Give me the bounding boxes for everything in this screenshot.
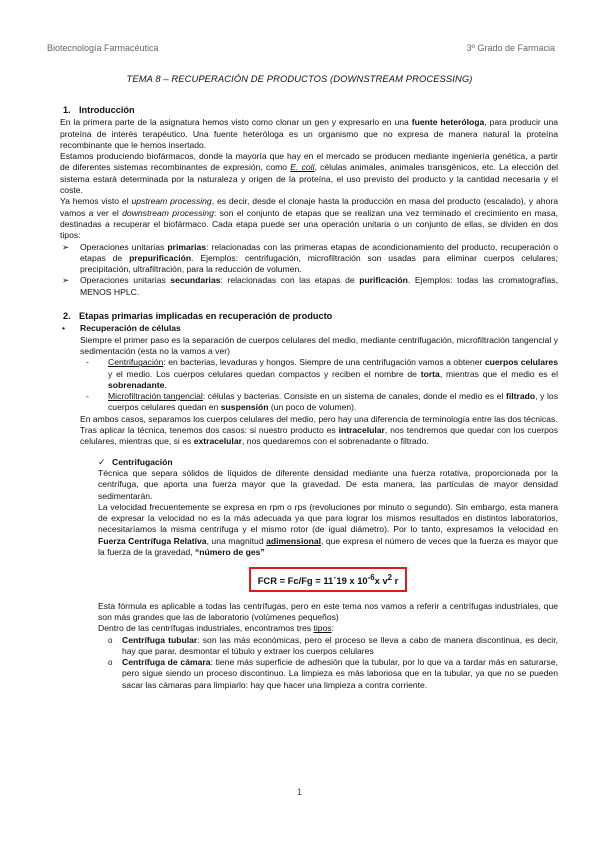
intro-paragraph-1: En la primera parte de la asignatura hemos visto como clonar un gen y expresarlo en una fuente heteróloga, para producir una proteína de interés terapéutico. Una fuente heteróloga es un organismo que no expresa de manera natural la proteína recombinante que le hemos insertado. bbox=[60, 117, 559, 150]
dash-item-microfiltration: - Microfiltración tangencial: células y bacterias. Consiste en un sistema de canales, donde el medio es el filtrado, y los cuerpos celulares quedan en suspensión (un poco de volumen). bbox=[80, 391, 558, 414]
page-number: 1 bbox=[296, 786, 302, 797]
intro-paragraph-3: Ya hemos visto el upstream processing, es decir, desde el clonaje hasta la producción en masa del producto (escalado), y ahora vamos a ver el downstream processing: son el conjunto de etapas que se realizan una vez terminado el crecimiento en masa, destinadas a recuperar el biofármaco. Cada etapa puede ser una operación unitaria o un conjunto de ellas, se dividen en dos tipos: bbox=[60, 196, 558, 241]
section-2-number: 2. bbox=[63, 311, 71, 322]
circle-bullet-icon: o bbox=[108, 635, 113, 645]
formula-applicability-paragraph: Esta fórmula es aplicable a todas las centrífugas, pero en este tema nos vamos a referir a centrífugas industriales, que son más grandes que las de laboratorio (volúmenes pequeños) bbox=[98, 600, 558, 622]
dash-bullet-icon: - bbox=[86, 357, 89, 368]
arrow-bullet-icon: ➢ bbox=[62, 241, 70, 252]
document-body bbox=[60, 105, 558, 691]
document-title: TEMA 8 – RECUPERACIÓN DE PRODUCTOS (DOWNSTREAM PROCESSING) bbox=[126, 73, 473, 84]
list-item-tubular-centrifuge: o Centrífuga tubular: son las más económicas, pero el proceso se lleva a cabo de manera discontinua, es decir, hay que parar, desmontar el túbulo y extraer los cuerpos celulares bbox=[108, 634, 558, 656]
section-2-title: Etapas primarias implicadas en recuperación de producto bbox=[79, 311, 333, 322]
subsection-cell-recovery-heading: • Recuperación de células bbox=[62, 323, 181, 334]
header-left: Biotecnología Farmacéutica bbox=[47, 43, 159, 53]
section-1-heading bbox=[63, 105, 558, 116]
section-2-heading bbox=[63, 311, 558, 322]
cell-recovery-paragraph: Siempre el primer paso es la separación de cuerpos celulares del medio, mediante centrifugación, microfiltración tangencial y sedimentación (esta no la vamos a ver) bbox=[80, 334, 558, 356]
centrifugation-heading: ✓ Centrifugación bbox=[98, 456, 173, 467]
list-item-secondary-operations: ➢ Operaciones unitarias secundarias: relacionadas con las etapas de purificación. Ejemplos: todas las cromatografías, MENOS HPLC. bbox=[62, 275, 558, 297]
centrifugation-speed-paragraph: La velocidad frecuentemente se expresa en rpm o rps (revoluciones por minuto o segundo). Sin embargo, esta manera de expresar la velocidad no es la más adecuada ya que para lograr los mismos resultados en distintos laboratorios, necesitaríamos la misma centrífuga y el mismo rotor (de igual diámetro). Por lo tanto, expresamos la velocidad en Fuerza Centrífuga Relativa, una magnitud adimensional, que expresa el número de veces que la fuerza es mayor que la fuerza de la gravedad, “número de ges” bbox=[98, 501, 558, 557]
header-right: 3º Grado de Farmacia bbox=[466, 43, 555, 53]
centrifuge-types-intro: Dentro de las centrífugas industriales, encontramos tres tipos: bbox=[98, 623, 334, 634]
section-1-number: 1. bbox=[63, 105, 71, 115]
dash-item-centrifugation: - Centrifugación: en bacterias, levaduras y hongos. Siempre de una centrifugación vamos a obtener cuerpos celulares y el medio. Los cuerpos celulares quedan compactos y reciben el nombre de torta, mientras que el medio es el sobrenadante. bbox=[80, 357, 558, 391]
list-item-primary-operations: ➢ Operaciones unitarias primarias: relacionadas con las primeras etapas de acondicionamiento del producto, recuperación o etapas de prepurificación. Ejemplos: centrifugación, microfiltración son usadas para eliminar cuerpos celulares; precipitación, ultrafiltración, para la reducción de volumen. bbox=[62, 241, 559, 275]
dash-bullet-icon: - bbox=[86, 391, 89, 402]
intra-extracellular-paragraph: Tras aplicar la técnica, tenemos dos casos: si nuestro producto es intracelular, nos tendremos que quedar con los cuerpos celulares, mientras que, si es extracelular, nos quedaremos con el sobrenadante o filtrado. bbox=[80, 425, 559, 447]
terminology-paragraph: En ambos casos, separamos los cuerpos celulares del medio, pero hay una diferencia de terminología entre las dos técnicas. bbox=[80, 413, 558, 424]
checkmark-icon: ✓ bbox=[98, 456, 106, 467]
circle-bullet-icon: o bbox=[108, 658, 113, 668]
section-1-title: Introducción bbox=[79, 105, 135, 115]
fcr-formula-box: FCR = Fc/Fg = 11´19 x $10^{-6}x$ $v^2$ r bbox=[249, 567, 408, 591]
round-bullet-icon: • bbox=[62, 323, 66, 334]
intro-paragraph-2: Estamos produciendo biofármacos, donde la mayoría que hay en el mercado se producen mediante ingeniería genética, a partir de diferentes sistemas recombinantes de expresión, como E. coli, células animales, animales transgénicos, etc. La elección del sistema estará determinada por la naturaleza y origen de la proteína, el uso previsto del producto y la cantidad necesaria y el coste. bbox=[60, 151, 559, 196]
arrow-bullet-icon: ➢ bbox=[62, 275, 70, 286]
centrifugation-definition: Técnica que separa sólidos de líquidos de diferente densidad mediante una fuerza rotativa, proporcionada por la centrífuga, que aporta una fuerza mayor que la gravedad. De esta manera, las partículas de mayor densidad sedimentarán. bbox=[98, 467, 558, 501]
list-item-chamber-centrifuge: o Centrífuga de cámara: tiene más superficie de adhesión que la tubular, por lo que va a tardar más en saturarse, pero sigue siendo un proceso discontinuo. La limpieza es más laboriosa que en la tubular, ya que no se pueden sacar las cámaras para limpiarlo: hay que hacer una limpieza a contra corriente. bbox=[108, 657, 558, 690]
